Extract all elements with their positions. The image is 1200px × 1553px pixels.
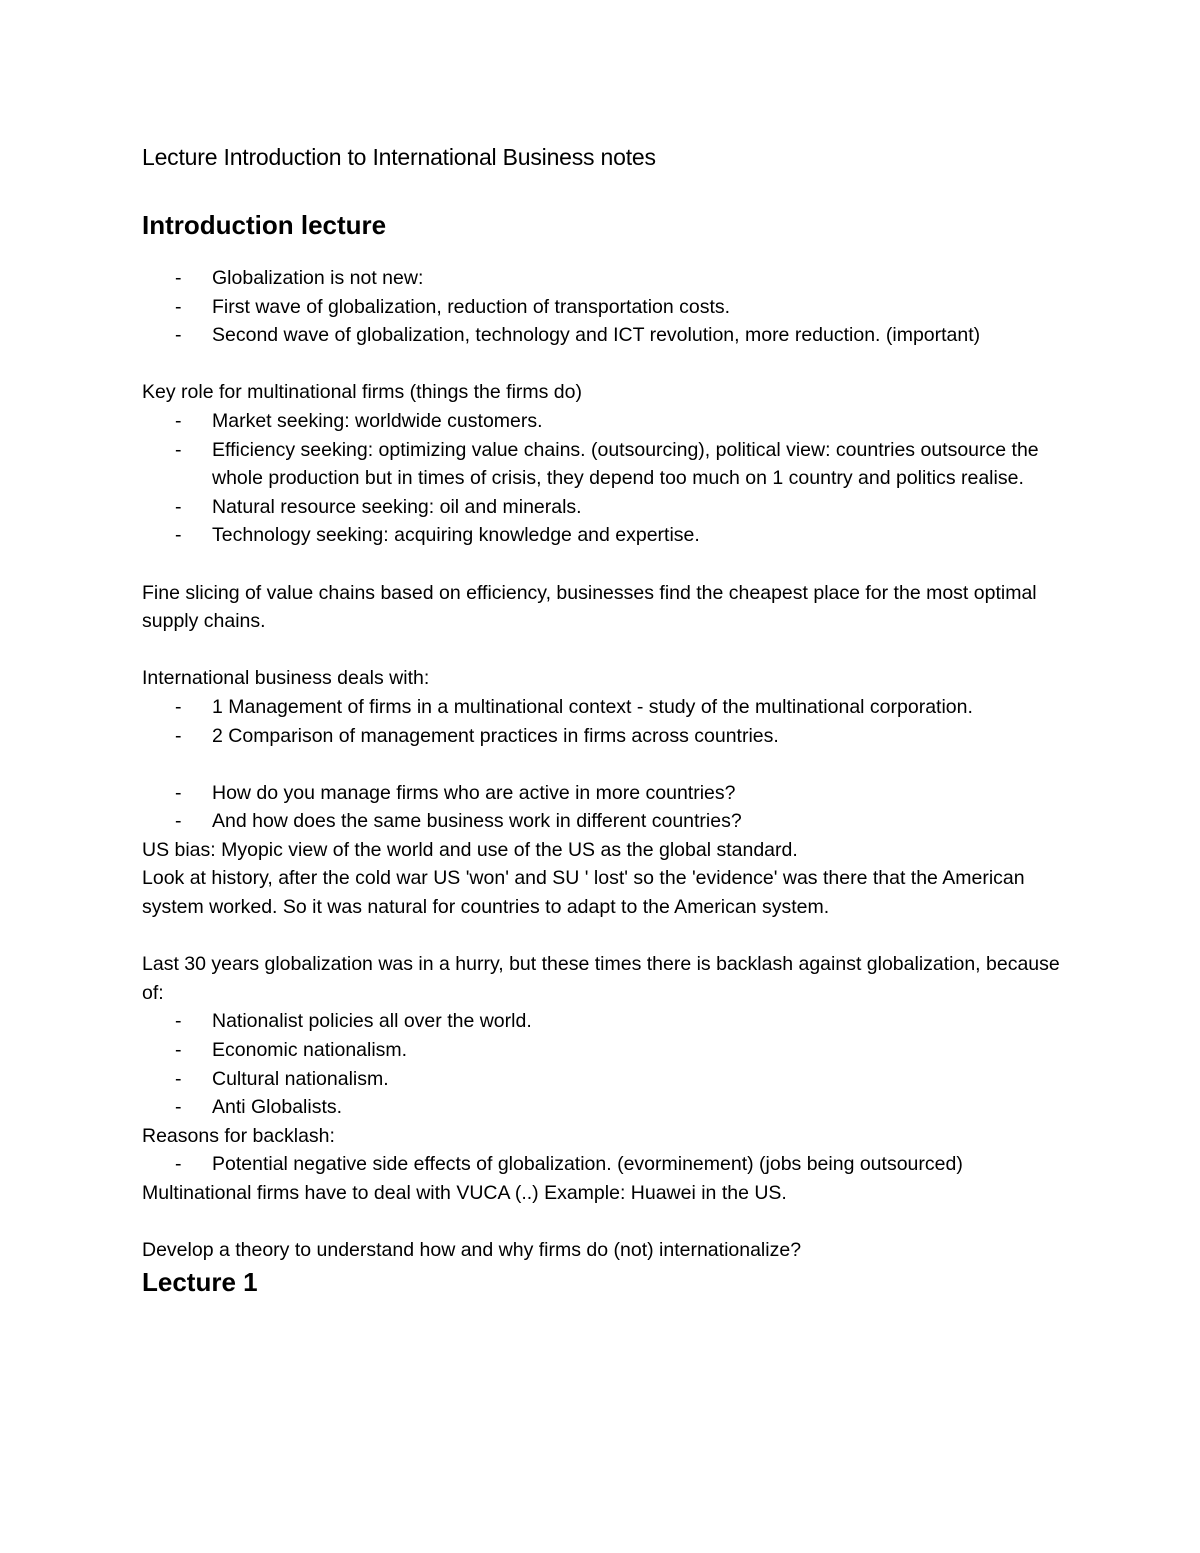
spacer [142,750,1072,779]
spacer [142,242,1072,264]
list-item: - Potential negative side effects of globalization. (evorminement) (jobs being outsourced) [142,1150,1072,1179]
document-page [142,140,1072,1299]
list-item: - And how does the same business work in different countries? [142,807,1072,836]
document-title: Lecture Introduction to International Business notes [142,144,656,170]
dash-bullet: - [175,810,182,833]
list-item: - Globalization is not new: [142,264,1072,293]
dash-bullet: - [175,724,182,747]
backlash-list [142,1007,1072,1121]
dash-bullet: - [175,1010,182,1033]
dash-bullet: - [175,695,182,718]
intro-list [142,264,1072,350]
dash-bullet: - [175,409,182,432]
us-bias-paragraph: US bias: Myopic view of the world and use of the US as the global standard. [142,838,798,861]
section-heading-lecture-1: Lecture 1 [142,1266,258,1297]
dash-bullet: - [175,1096,182,1119]
ib-deals-list [142,693,1072,750]
list-item: - Natural resource seeking: oil and minerals. [142,493,1072,522]
dash-bullet: - [175,781,182,804]
list-item: - Market seeking: worldwide customers. [142,407,1072,436]
fine-slicing-paragraph: Fine slicing of value chains based on efficiency, businesses find the cheapest place for the most optimal supply chains. [142,581,1037,633]
vuca-paragraph: Multinational firms have to deal with VUCA (..) Example: Huawei in the US. [142,1182,787,1204]
dash-bullet: - [175,267,182,289]
dash-bullet: - [175,1153,182,1176]
list-item: - 1 Management of firms in a multinational context - study of the multinational corporation. [142,693,1072,722]
roles-list [142,407,1072,550]
roles-intro: Key role for multinational firms (things the firms do) [142,381,582,404]
spacer [142,550,1072,579]
list-item: - Efficiency seeking: optimizing value chains. (outsourcing), political view: countries outsource the whole production but in times of crisis, they depend too much on 1 country and politics realise. [142,436,1072,493]
theory-paragraph: Develop a theory to understand how and why firms do (not) internationalize? [142,1239,802,1262]
list-item: - 2 Comparison of management practices in firms across countries. [142,722,1072,751]
list-item: - Cultural nationalism. [142,1065,1072,1094]
list-item: - First wave of globalization, reduction of transportation costs. [142,293,1072,322]
dash-bullet: - [175,495,182,518]
spacer [142,350,1072,379]
reasons-list [142,1150,1072,1179]
dash-bullet: - [175,295,182,318]
section-heading-introduction: Introduction lecture [142,210,387,240]
reasons-intro: Reasons for backlash: [142,1124,335,1147]
dash-bullet: - [175,1067,182,1090]
backlash-intro: Last 30 years globalization was in a hurry, but these times there is backlash against globalization, because of: [142,953,1060,1004]
dash-bullet: - [175,524,182,547]
ib-questions-list [142,779,1072,836]
spacer [142,636,1072,665]
dash-bullet: - [175,324,182,347]
ib-deals-intro: International business deals with: [142,667,430,690]
list-item: - How do you manage firms who are active in more countries? [142,779,1072,808]
list-item: - Anti Globalists. [142,1093,1072,1122]
spacer [142,922,1072,951]
list-item: - Second wave of globalization, technology and ICT revolution, more reduction. (important) [142,321,1072,350]
history-paragraph: Look at history, after the cold war US 'won' and SU ' lost' so the 'evidence' was there that the American system worked. So it was natural for countries to adapt to the American system. [142,867,1025,919]
list-item: - Economic nationalism. [142,1036,1072,1065]
list-item: - Nationalist policies all over the world. [142,1007,1072,1036]
dash-bullet: - [175,438,182,461]
list-item: - Technology seeking: acquiring knowledge and expertise. [142,521,1072,550]
spacer [142,1208,1072,1237]
dash-bullet: - [175,1039,182,1062]
